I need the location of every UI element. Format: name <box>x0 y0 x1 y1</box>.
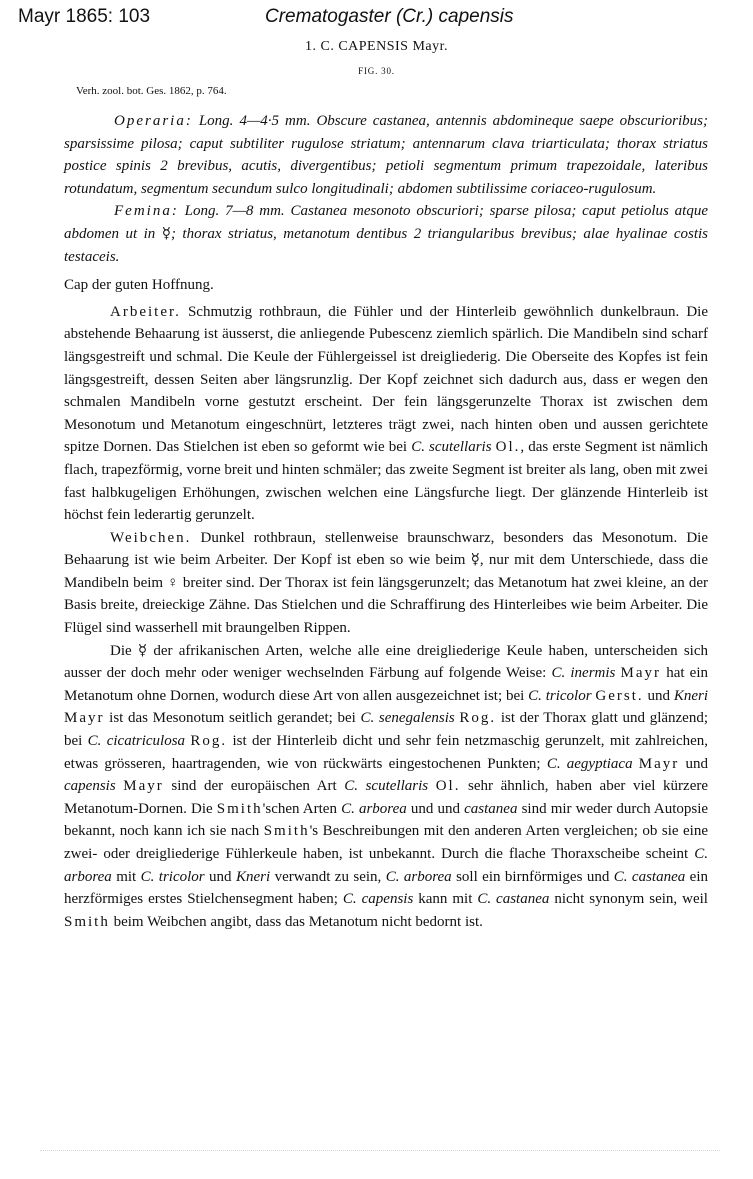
operaria-text: Long. 4—4·5 mm. Obscure castanea, antennis abdomineque saepe obscurioribus; sparsissime pilosa; caput subtiliter rugulose striatum; antennarum clava triarticulata; thorax striatus postice spinis 2 brevibus, acutis, divergentibus; petioli segmentum primum trapezoidale, lateribus rotundatum, segmentum secundum sulco longitudinali; abdomen subtilissime coriaceo-rugulosum. <box>64 113 708 197</box>
species-ref: C. scutellaris <box>411 439 492 456</box>
text-body <box>64 110 708 933</box>
text: hat ein Metanotum ohne Dornen, wodurch diese Art von allen ausgezeichnet ist; bei <box>64 665 708 704</box>
operaria-description <box>64 110 708 200</box>
species-ref: C. castanea <box>613 868 686 885</box>
locality: Cap der guten Hoffnung. <box>64 277 214 294</box>
female-label: Weibchen. <box>110 529 192 546</box>
scan-artifact-line <box>40 1150 720 1151</box>
author: Gerst. <box>595 687 644 704</box>
species-ref: Kneri <box>673 687 709 704</box>
worker-paragraph <box>64 301 708 527</box>
text: verwandt zu sein, <box>270 868 386 885</box>
text: soll ein birnförmiges und <box>451 868 614 885</box>
taxon-name: Crematogaster (Cr.) capensis <box>265 6 514 27</box>
species-ref: castanea <box>464 800 518 817</box>
text: sind der europäischen Art <box>163 778 345 795</box>
text: ein herzförmiges erstes Stielchensegment haben; <box>64 868 708 908</box>
author: Rog. <box>190 733 228 750</box>
text: 's Beschreibungen mit den anderen Arten vergleichen; ob sie eine zwei- oder dreigliederige Fühlerkeule haben, ist unbekannt. Durch die flache Thoraxscheibe scheint <box>64 823 708 862</box>
figure-label: FIG. 30. <box>358 66 395 76</box>
page-header <box>10 6 743 32</box>
text: kann mit <box>413 891 478 908</box>
author: Mayr <box>123 778 164 795</box>
text: und <box>643 687 674 704</box>
species-ref: C. senegalensis <box>360 710 455 727</box>
text: ist das Mesonotum seitlich gerandet; bei <box>104 710 361 727</box>
author: Mayr <box>638 755 680 772</box>
text: ist der Thorax glatt und glänzend; bei <box>64 710 709 750</box>
operaria-label: Operaria: <box>114 113 193 129</box>
species-ref: C. arborea <box>385 868 452 885</box>
author: Ol. <box>435 778 461 795</box>
species-ref: C. arborea <box>341 800 407 817</box>
text: und <box>204 868 236 885</box>
author: Rog. <box>459 710 497 727</box>
femina-description <box>64 200 708 268</box>
comparison-paragraph <box>64 640 708 934</box>
text: sind mir weder durch Autopsie bekannt, noch kann ich sie nach <box>64 800 709 840</box>
author: Smith <box>216 800 263 817</box>
species-ref: C. tricolor <box>528 687 592 704</box>
text: und <box>679 755 708 772</box>
species-ref: C. scutellaris <box>344 778 429 795</box>
species-ref: C. cicatriculosa <box>87 733 186 750</box>
author: Ol. <box>495 439 521 456</box>
author: Mayr <box>64 710 105 727</box>
species-ref: C. tricolor <box>140 868 205 885</box>
citation: Mayr 1865: 103 <box>18 6 151 27</box>
femina-label: Femina: <box>114 203 179 220</box>
reference: Verh. zool. bot. Ges. 1862, p. 764. <box>76 85 227 97</box>
text: mit <box>111 868 141 885</box>
female-paragraph <box>64 527 708 640</box>
author: Mayr <box>620 665 662 682</box>
species-ref: C. aegyptiaca <box>546 755 633 772</box>
text: nicht synonym sein, weil <box>549 891 708 908</box>
species-ref: Kneri <box>235 868 271 885</box>
text: Die ☿ der afrikanischen Arten, welche alle eine dreigliederige Keule haben, unterscheiden sich ausser der doch mehr oder weniger wechselnden Färbung auf folgende Weise: <box>64 642 708 682</box>
text: 'schen Arten <box>262 800 342 817</box>
text: sehr ähnlich, haben aber viel kürzere Metanotum-Dornen. Die <box>64 778 709 817</box>
text: Dunkel rothbraun, stellenweise braunschwarz, besonders das Mesonotum. Die Behaarung ist wie beim Arbeiter. Der Kopf ist eben so wie beim ☿, nur mit dem Unterschiede, dass die Mandibeln beim ♀ breiter sind. Der Thorax ist fein längsgerunzelt; das Metanotum hat zwei kleine, an der Basis breite, dreieckige Zähne. Das Stielchen und die Schraffirung des Hinterleibes wie beim Arbeiter. Die Flügel sind wasserhell mit braungelben Rippen. <box>64 529 708 637</box>
text: beim Weibchen angibt, dass das Metanotum nicht bedornt ist. <box>109 913 483 930</box>
species-ref: capensis <box>64 778 116 795</box>
author: Smith <box>64 913 110 930</box>
femina-text: Long. 7—8 mm. Castanea mesonoto obscuriori; sparse pilosa; caput petiolus atque abdomen ut in ☿; thorax striatus, metanotum dentibus 2 triangularibus brevibus; alae hyalinae costis testaceis. <box>64 203 708 265</box>
text: Schmutzig rothbraun, die Fühler und der Hinterleib gewöhnlich dunkelbraun. Die abstehende Behaarung ist äusserst, die anliegende Pubescenz ziemlich spärlich. Die Mandibeln sind scharf längsgestreift und schmal. Die Keule der Fühlergeissel ist dreigliederig. Die Oberseite des Kopfes ist fein längsgestreift, dessen Seiten aber längsrunzlig. Der Kopf zeichnet sich dadurch aus, dass er wegen den schmalen Mandibeln vorne gestutzt erscheint. Der fein längsgerunzelte Thorax ist zwischen dem Mesonotum und Metanotum eingeschnürt, letzteres trägt zwei, nach hinten oben und aussen gerichtete spitze Dornen. Das Stielchen ist eben so geformt wie bei <box>64 303 708 456</box>
text: und und <box>406 800 465 817</box>
text: , das erste Segment ist nämlich flach, trapezförmig, vorne breit und hinten schmäler; das zweite Segment ist breiter als lang, oben mit zwei fast halbkugeligen Erhöhungen, zwischen welchen eine Längsfurche liegt. Der glänzende Hinterleib ist höchst fein lederartig gerunzelt. <box>64 439 708 524</box>
species-ref: C. inermis <box>551 665 616 682</box>
species-ref: C. arborea <box>64 846 708 885</box>
worker-label: Arbeiter. <box>110 303 181 320</box>
text: ist der Hinterleib dicht und sehr fein netzmaschig gerunzelt, mit zahlreichen, etwas grösseren, haartragenden, wie von rückwärts eingestochenen Punkten; <box>64 733 709 772</box>
author: Smith <box>263 823 310 840</box>
species-title: 1. C. CAPENSIS Mayr. <box>304 39 449 54</box>
species-ref: C. capensis <box>342 891 414 908</box>
species-ref: C. castanea <box>477 891 550 908</box>
